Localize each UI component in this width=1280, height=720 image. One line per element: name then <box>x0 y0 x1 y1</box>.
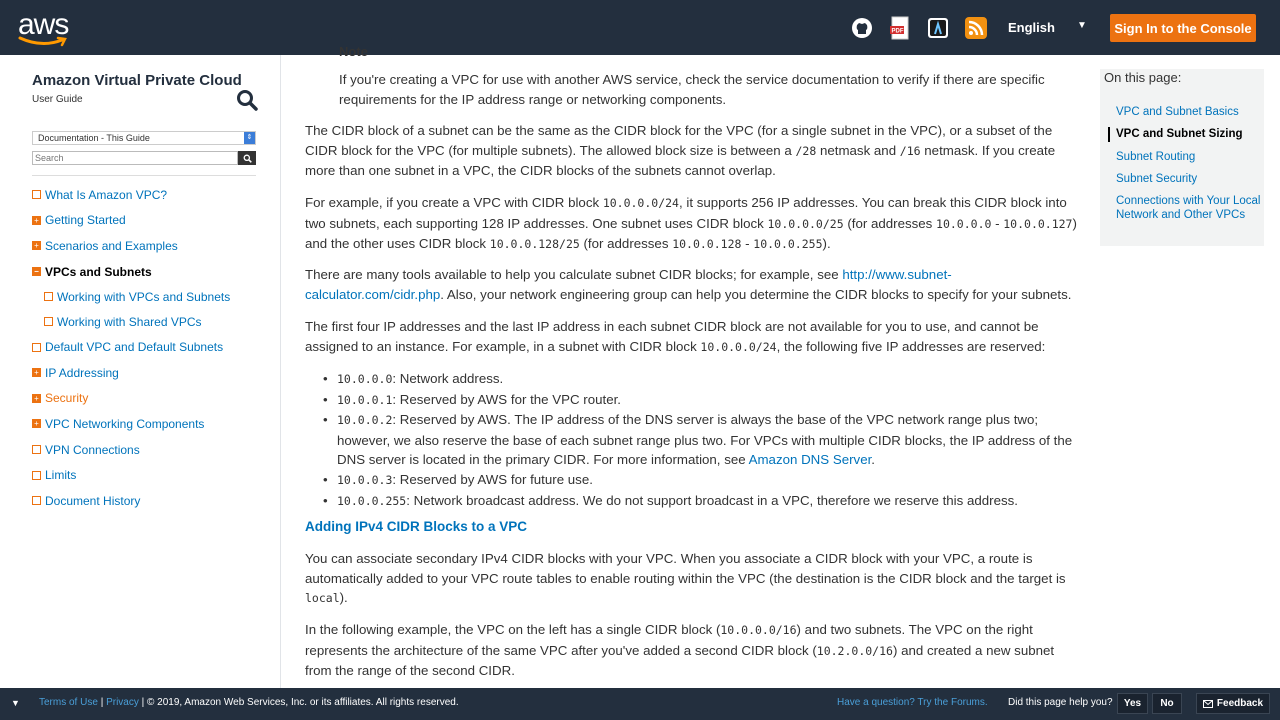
sidebar-item-networking-components[interactable]: + VPC Networking Components <box>32 411 272 437</box>
collapsed-leaf-icon <box>32 445 41 454</box>
note-label: Note <box>339 44 368 58</box>
expand-plus-icon[interactable]: + <box>32 368 41 377</box>
sidebar <box>0 55 281 688</box>
sidebar-item-doc-history[interactable]: Document History <box>32 488 272 514</box>
list-item: • 10.0.0.3: Reserved by AWS for future use. <box>337 470 1079 491</box>
search-scope-value: Documentation - This Guide <box>38 133 150 143</box>
toc-item-routing[interactable]: Subnet Routing <box>1116 150 1196 163</box>
paragraph-cidr-example: For example, if you create a VPC with CIDR block 10.0.0.0/24, it supports 256 IP addresses. You can break this CIDR block into two subnets, each supporting 128 IP addresses. One subnet uses CIDR block 10.0.0.0/25 (for addresses 10.0.0.0 - 10.0.0.127) and the other uses CIDR block 10.0.0.128/25 (for addresses 10.0.0.128 - 10.0.0.255). <box>305 195 1077 252</box>
on-this-page-panel <box>1100 69 1264 246</box>
divider <box>32 175 256 176</box>
section-heading[interactable]: Adding IPv4 CIDR Blocks to a VPC <box>305 519 528 534</box>
copyright: | © 2019, Amazon Web Services, Inc. or its affiliates. All rights reserved. <box>141 697 459 708</box>
sidebar-item-scenarios[interactable]: + Scenarios and Examples <box>32 233 272 259</box>
sidebar-item-ip-addressing[interactable]: + IP Addressing <box>32 360 272 386</box>
aws-logo[interactable] <box>18 8 70 48</box>
expand-plus-icon[interactable]: + <box>32 241 41 250</box>
github-icon[interactable] <box>850 16 874 40</box>
collapsed-leaf-icon <box>32 343 41 352</box>
pdf-icon[interactable] <box>888 16 912 40</box>
sidebar-item-shared-vpcs[interactable]: Working with Shared VPCs <box>32 309 272 334</box>
toc-item-basics[interactable]: VPC and Subnet Basics <box>1116 106 1239 118</box>
svg-text:PDF: PDF <box>891 28 904 35</box>
sidebar-item-security[interactable]: + Security <box>32 386 272 412</box>
terms-link[interactable]: Terms of Use <box>39 697 98 708</box>
collapse-minus-icon[interactable]: − <box>32 267 41 276</box>
note-text: If you're creating a VPC for use with another AWS service, check the service documentation to verify if there are specific requirements for the IP address range or networking components. <box>339 72 1045 107</box>
sidebar-item-limits[interactable]: Limits <box>32 462 272 488</box>
chevron-down-icon[interactable]: ▼ <box>1077 20 1087 31</box>
yes-button[interactable]: Yes <box>1117 693 1148 714</box>
expand-plus-icon[interactable]: + <box>32 216 41 225</box>
list-item: • 10.0.0.255: Network broadcast address. We do not support broadcast in a VPC, therefore we reserve this address. <box>337 491 1079 512</box>
toc-item-security[interactable]: Subnet Security <box>1116 172 1198 185</box>
subnet-calculator-link[interactable]: http://www.subnet-calculator.com/cidr.php <box>305 267 952 302</box>
footer <box>0 688 1280 720</box>
sidebar-item-working-vpcs[interactable]: Working with VPCs and Subnets <box>32 284 272 309</box>
top-bar <box>0 0 1280 55</box>
sidebar-item-default-vpc[interactable]: Default VPC and Default Subnets <box>32 334 272 360</box>
sidebar-item-what-is-vpc[interactable]: What Is Amazon VPC? <box>32 182 272 208</box>
sign-in-button[interactable]: Sign In to the Console <box>1110 14 1256 42</box>
footer-toggle-icon[interactable]: ▼ <box>11 698 20 708</box>
collapsed-leaf-icon <box>32 190 41 199</box>
collapsed-leaf-icon <box>44 317 53 326</box>
forums-link[interactable]: Have a question? Try the Forums. <box>837 697 988 708</box>
no-button[interactable]: No <box>1152 693 1182 714</box>
rss-icon[interactable] <box>964 16 988 40</box>
privacy-link[interactable]: Privacy <box>106 697 139 708</box>
search-scope-select[interactable] <box>32 131 256 145</box>
paragraph-example: In the following example, the VPC on the left has a single CIDR block (10.0.0.0/16) and two subnets. The VPC on the right represents the architecture of the same VPC after you've added a second CIDR block (10.2.0.0/16) and created a new subnet from the range of the second CIDR. <box>305 622 1055 679</box>
search-icon <box>243 154 252 163</box>
footer-links: Terms of Use | Privacy | © 2019, Amazon Web Services, Inc. or its affiliates. All rights reserved. <box>39 697 459 708</box>
paragraph-cidr-subnet: The CIDR block of a subnet can be the same as the CIDR block for the VPC (for a single subnet in the VPC), or a subset of the CIDR block for the VPC (for multiple subnets). The allowed block size is between a /28 netmask and /16 netmask. If you create more than one subnet in a VPC, the CIDR blocks of the subnets cannot overlap. <box>305 123 1056 179</box>
toc-item-sizing[interactable]: VPC and Subnet Sizing <box>1116 128 1262 142</box>
aws-logo-text: aws <box>18 8 69 41</box>
collapsed-leaf-icon <box>32 471 41 480</box>
language-select[interactable]: English <box>1008 20 1055 35</box>
search-button[interactable] <box>238 151 256 165</box>
smile-arrow-icon <box>18 36 68 48</box>
list-item: • 10.0.0.1: Reserved by AWS for the VPC router. <box>337 390 1079 411</box>
guide-subtitle: User Guide <box>32 94 83 105</box>
search-icon[interactable] <box>236 89 258 116</box>
amazon-dns-server-link[interactable]: Amazon DNS Server <box>748 452 872 468</box>
expand-plus-icon[interactable]: + <box>32 419 41 428</box>
collapsed-leaf-icon <box>44 292 53 301</box>
sidebar-item-getting-started[interactable]: + Getting Started <box>32 208 272 234</box>
toc-title: On this page: <box>1104 70 1182 85</box>
search-input[interactable] <box>32 151 238 165</box>
feedback-button[interactable]: Feedback <box>1196 693 1270 714</box>
paragraph-reserved: The first four IP addresses and the last IP address in each subnet CIDR block are not available for you to use, and cannot be assigned to an instance. For example, in a subnet with CIDR block 10.0.0.0/24, the following five IP addresses are reserved: <box>305 319 1046 354</box>
sidebar-item-vpcs-subnets[interactable]: − VPCs and Subnets <box>32 259 272 285</box>
paragraph-tools: There are many tools available to help you calculate subnet CIDR blocks; for example, see http://www.subnet-calculator.com/cidr.php. Also, your network engineering group can help you determine the CIDR blocks to specify for your subnets. <box>305 267 1072 302</box>
expand-plus-icon[interactable]: + <box>32 394 41 403</box>
help-question: Did this page help you? <box>1008 697 1113 708</box>
list-item: • 10.0.0.2: Reserved by AWS. The IP address of the DNS server is always the base of the VPC network range plus two; however, we also reserve the base of each subnet range plus two. For VPCs with multiple CIDR blocks, the IP address of the DNS server is located in the primary CIDR. For more information, see Amazon DNS Server. <box>337 410 1079 470</box>
toc-item-connections[interactable]: Connections with Your Local Network and Other VPCs <box>1116 195 1261 221</box>
collapsed-leaf-icon <box>32 496 41 505</box>
paragraph-secondary-cidr: You can associate secondary IPv4 CIDR blocks with your VPC. When you associate a CIDR block with your VPC, a route is automatically added to your VPC route tables to enable routing within the VPC (the destination is the CIDR block and the target is local). <box>305 551 1066 606</box>
list-item: • 10.0.0.0: Network address. <box>337 369 1079 390</box>
envelope-icon <box>1203 700 1213 708</box>
toc-tree <box>32 182 272 514</box>
kindle-icon[interactable] <box>926 16 950 40</box>
reserved-address-list <box>337 369 1079 511</box>
select-arrows-icon: ⇕ <box>244 132 255 144</box>
guide-title[interactable]: Amazon Virtual Private Cloud <box>32 72 242 89</box>
sidebar-item-vpn[interactable]: VPN Connections <box>32 437 272 463</box>
